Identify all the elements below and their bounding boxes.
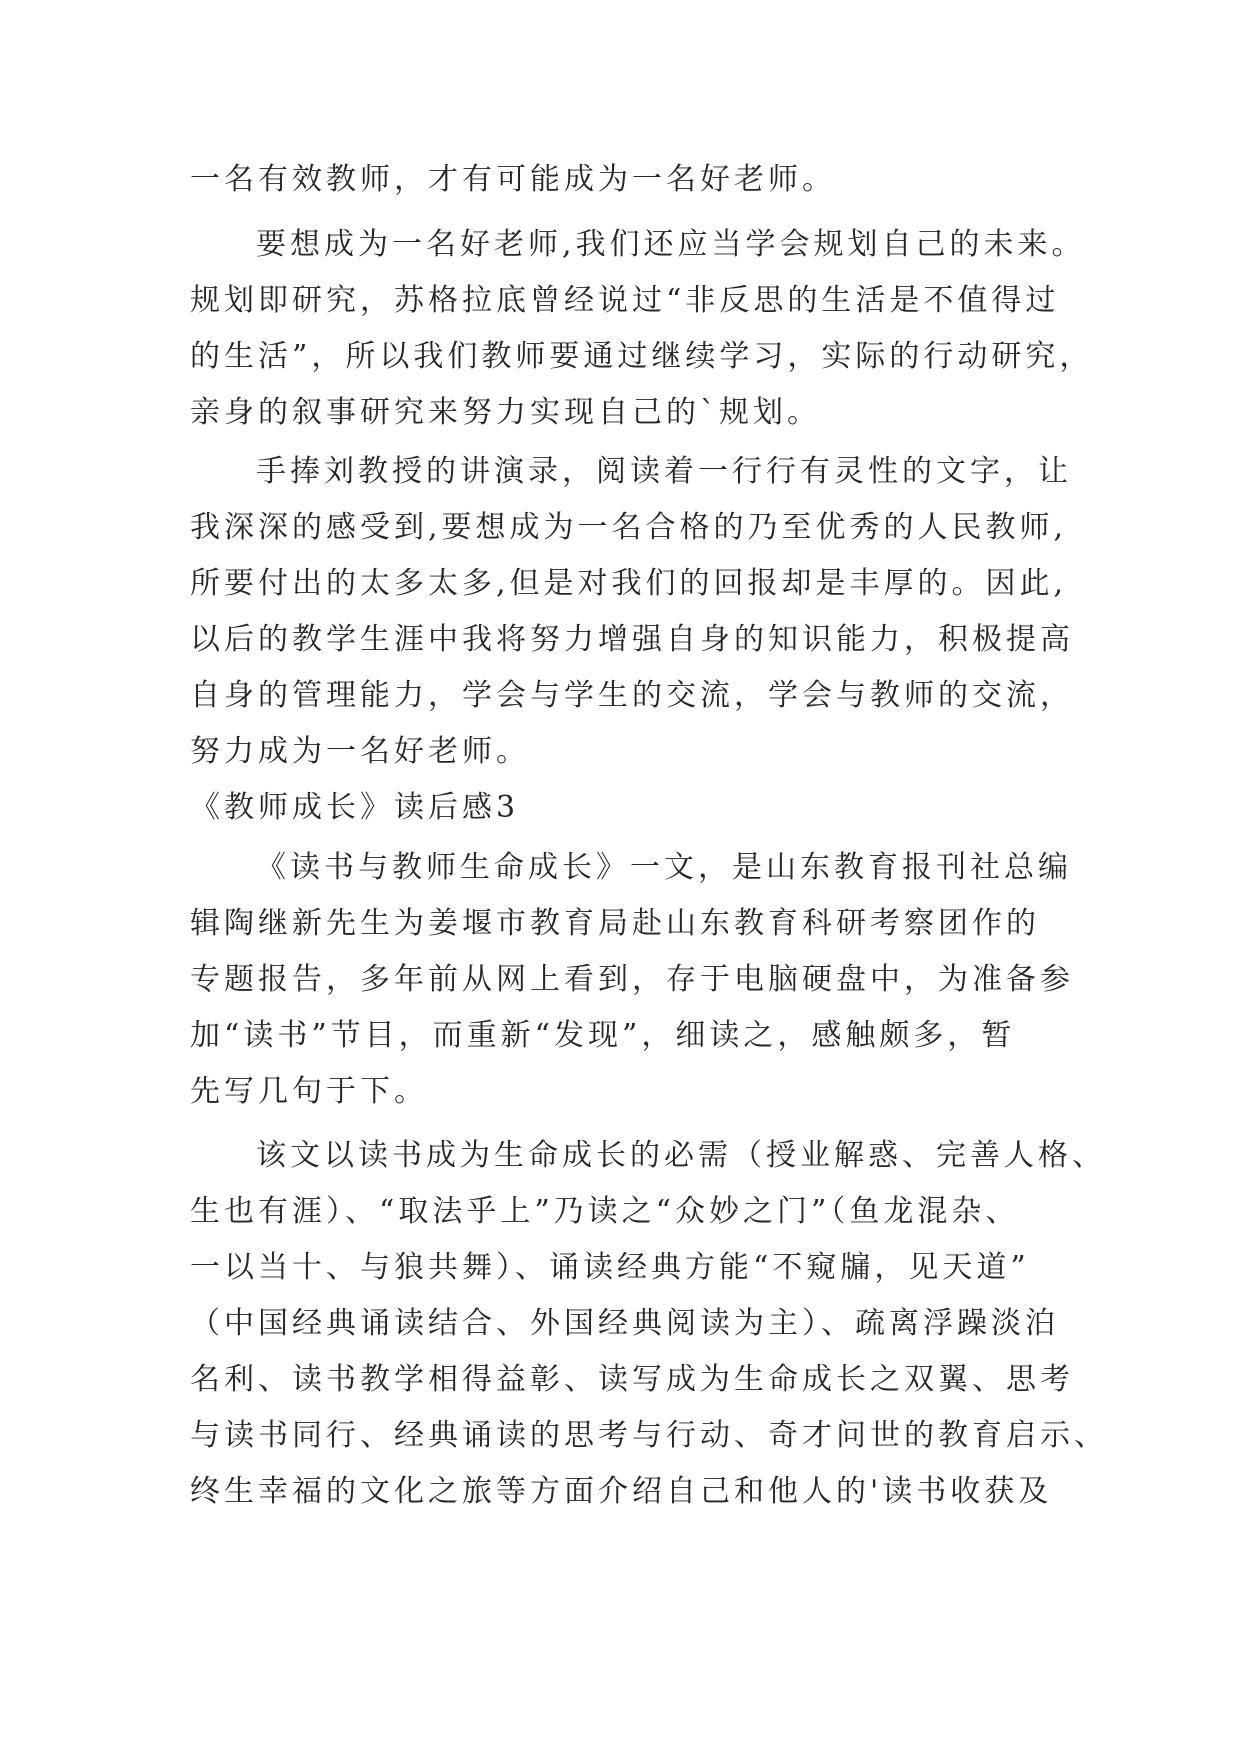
paragraph-start-line: 《读书与教师生命成长》一文，是山东教育报刊社总编 xyxy=(256,850,1072,885)
paragraph-start-line: 要想成为一名好老师,我们还应当学会规划自己的未来。 xyxy=(256,227,1086,262)
text-line: 所要付出的太多太多,但是对我们的回报却是丰厚的。因此, xyxy=(190,566,1068,601)
text-line: 规划即研究，苏格拉底曾经说过“非反思的生活是不值得过 xyxy=(190,283,1060,318)
text-line: （中国经典诵读结合、外国经典阅读为主）、疏离浮躁淡泊 xyxy=(190,1306,1059,1341)
text-line: 生也有涯）、“取法乎上”乃读之“众妙之门”（鱼龙混杂、 xyxy=(190,1194,1020,1229)
text-line: 的生活”，所以我们教师要通过继续学习，实际的行动研究， xyxy=(190,339,1094,374)
text-line: 终生幸福的文化之旅等方面介绍自己和他人的'读书收获及 xyxy=(190,1474,1053,1509)
section-heading: 《教师成长》读后感3 xyxy=(190,790,520,825)
text-line: 我深深的感受到,要想成为一名合格的乃至优秀的人民教师, xyxy=(190,510,1068,545)
paragraph-start-line: 该文以读书成为生命成长的必需（授业解惑、完善人格、 xyxy=(256,1138,1106,1173)
text-line: 专题报告，多年前从网上看到，存于电脑硬盘中，为准备参 xyxy=(190,962,1074,997)
text-line: 名利、读书教学相得益彰、读写成为生命成长之双翼、思考 xyxy=(190,1362,1074,1397)
text-line: 一以当十、与狼共舞）、诵读经典方能“不窥牖，见天道” xyxy=(190,1250,1030,1285)
text-line: 努力成为一名好老师。 xyxy=(190,734,530,769)
text-line: 与读书同行、经典诵读的思考与行动、奇才问世的教育启示、 xyxy=(190,1418,1108,1453)
text-line: 亲身的叙事研究来努力实现自己的`规划。 xyxy=(190,395,821,430)
text-line: 一名有效教师，才有可能成为一名好老师。 xyxy=(190,162,836,197)
text-line: 辑陶继新先生为姜堰市教育局赴山东教育科研考察团作的 xyxy=(190,906,1040,941)
text-line: 加“读书”节目，而重新“发现”，细读之，感触颇多，暂 xyxy=(190,1018,1016,1053)
text-line: 以后的教学生涯中我将努力增强自身的知识能力，积极提高 xyxy=(190,622,1074,657)
text-line: 自身的管理能力，学会与学生的交流，学会与教师的交流， xyxy=(190,678,1074,713)
paragraph-start-line: 手捧刘教授的讲演录，阅读着一行行有灵性的文字，让 xyxy=(256,454,1072,489)
text-line: 先写几句于下。 xyxy=(190,1074,428,1109)
